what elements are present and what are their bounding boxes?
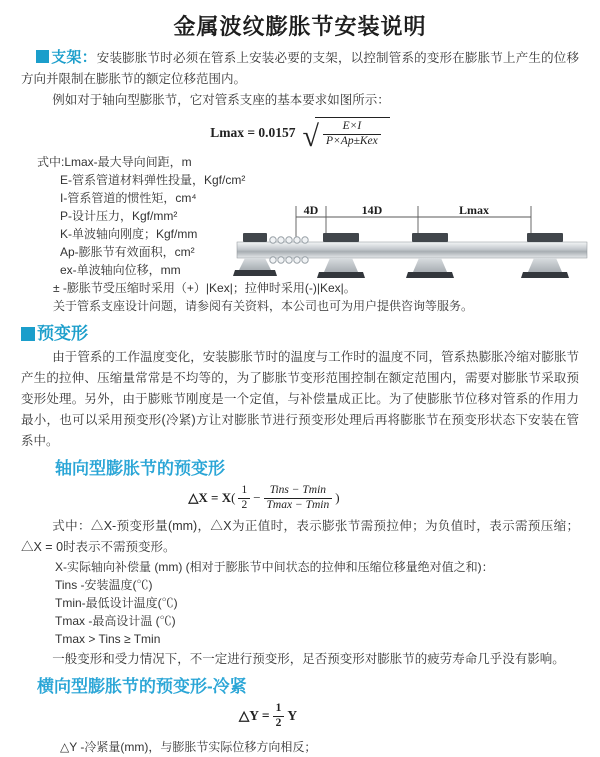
list-item: Tmax > Tins ≥ Tmin: [55, 632, 161, 646]
definition-item: P-设计压力，Kgf/mm²: [60, 209, 178, 223]
definition-item: ± -膨胀节受压缩时采用（+）|Kex|；拉伸时采用(-)|Kex|。: [53, 281, 356, 295]
where-label: 式中:Lmax-最大导向间距，m: [37, 155, 192, 169]
lateral-explain-line: △Y -冷紧量(mm)，与膨胀节实际位移方向相反；: [60, 740, 317, 754]
axial-variable-list: [55, 558, 600, 648]
support-intro-paragraph: [21, 47, 579, 90]
right-paren: ): [335, 490, 340, 505]
pipe-support-diagram: [233, 202, 591, 298]
definition-item: I-管系管道的惯性矩，cm⁴: [60, 191, 197, 205]
section-bullet-icon: [21, 327, 35, 341]
dim-label-lmax: Lmax: [459, 203, 489, 217]
list-item: Tmax -最高设计温 (℃): [55, 614, 176, 628]
support-note: 关于管系支座设计问题，请参阅有关资料，本公司也可为用户提供咨询等服务。: [53, 299, 474, 313]
axial-formula-lhs: △X = X: [188, 490, 232, 505]
half-denominator: 2: [275, 716, 282, 729]
section-predeform-heading: [21, 323, 600, 345]
lateral-subheading: 横向型膨胀节的预变形-冷紧: [37, 677, 247, 696]
dim-label-4d: 4D: [303, 203, 319, 217]
axial-formula: [0, 482, 600, 514]
axial-explain-paragraph: 式中：△X-预变形量(mm)，△X为正值时，表示膨张节需预拉伸；为负值时，表示需预压缩；△X = 0时表示不需预变形。: [21, 519, 579, 554]
pipe: [237, 242, 587, 258]
half-numerator: 1: [238, 484, 250, 499]
support-example-line: 例如对于轴向型膨胀节，它对管系支座的基本要求如图所示：: [52, 93, 390, 107]
lmax-formula-lhs: Lmax = 0.0157: [210, 125, 296, 140]
document-page: [0, 10, 600, 754]
list-item: Tins -安装温度(℃): [55, 578, 153, 592]
list-item: Tmin-最低设计温度(℃): [55, 596, 178, 610]
lmax-formula-numerator: E×I: [323, 120, 381, 135]
definition-item: ex-单波轴向位移，mm: [60, 263, 181, 277]
lateral-formula-lhs: △Y =: [238, 708, 270, 723]
lmax-formula: [0, 116, 600, 153]
list-item: X-实际轴向补偿量 (mm) (相对于膨胀节中间状态的拉伸和压缩位移量绝对值之和)：: [55, 560, 494, 574]
axial-closing-line: 一般变形和受力情况下，不一定进行预变形，足否预变形对膨胀节的疲劳寿命几乎没有影响。: [52, 652, 565, 666]
predeform-heading-label: 预变形: [37, 324, 88, 343]
radical-sign-icon: √: [302, 119, 320, 153]
sqrt-radical: [302, 117, 390, 153]
temp-numerator: Tins − Tmin: [264, 484, 333, 499]
half-denominator: 2: [241, 498, 248, 511]
definition-item: E-管系管道材料弹性投量，Kgf/cm²: [60, 173, 246, 187]
dim-label-14d: 14D: [361, 203, 383, 217]
support-heading-label: 支架：: [51, 49, 97, 66]
half-numerator: 1: [273, 702, 285, 717]
lmax-formula-denominator: P×Ap±Kex: [326, 135, 378, 147]
section-bullet-icon: [36, 50, 49, 63]
definition-item: Ap-膨胀节有效面积，cm²: [60, 245, 195, 259]
minus-operator: −: [253, 490, 261, 505]
predeform-paragraph: 由于管系的工作温度变化，安装膨胀节时的温度与工作时的温度不同，管系热膨胀冷缩对膨胀节产生的拉伸、压缩量常常是不均等的，为了膨胀节变形范围控制在额定范围内，需要对膨胀节采取预变形处理。另外，由于膨账节刚度是一个定值，与补偿量成正比。为了使膨胀节位移对管系的作用力最小，也可以采用预变形(冷紧)方让对膨胀节进行预变形处理后再将膨胀节在预变形状态下安装在管系中。: [21, 350, 579, 448]
support-section-heading: [36, 49, 97, 66]
definition-item: K-单波轴向刚度；Kgf/mm: [60, 227, 198, 241]
axial-subheading: 轴向型膨胀节的预变形: [55, 459, 225, 478]
page-title: 金属波纹膨胀节安装说明: [173, 14, 427, 39]
support-intro-text: 安装膨胀节时必须在管系上安装必要的支架，以控制管系的变形在膨胀节上产生的位移方向并限制在膨胀节的额定位移范围内。: [21, 51, 579, 86]
temp-denominator: Tmax − Tmin: [266, 498, 330, 511]
lateral-formula: [0, 702, 600, 730]
left-paren: (: [231, 490, 236, 505]
lateral-formula-rhs: Y: [287, 708, 298, 723]
